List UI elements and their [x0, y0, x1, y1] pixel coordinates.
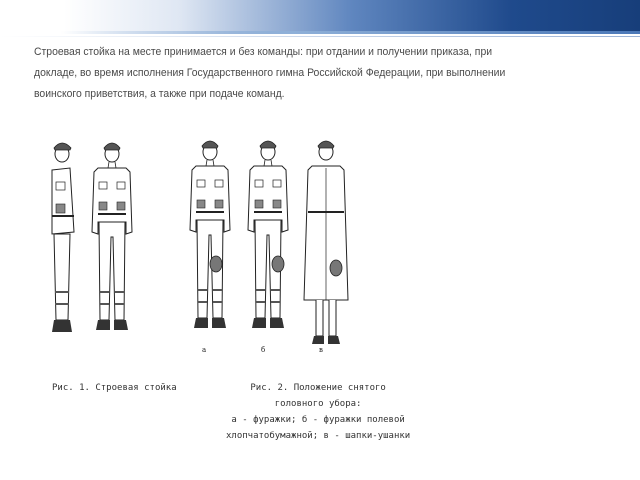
top-banner	[0, 0, 640, 34]
figure-2-caption-line: головного убора:	[274, 399, 362, 409]
banner-accent-line-thin	[0, 36, 640, 37]
soldier-figures-illustration	[40, 136, 360, 364]
soldier-coat-c	[304, 141, 348, 344]
soldier-side-view	[52, 143, 74, 332]
figure-2-caption-line: а - фуражки; б - фуражки полевой	[231, 415, 405, 425]
soldier-front-view	[92, 143, 132, 330]
figure-letter-b: б	[261, 346, 266, 354]
figure-2-caption-line: Рис. 2. Положение снятого	[250, 383, 386, 393]
figure-letter-a: а	[202, 346, 207, 354]
figure-2-caption	[226, 380, 410, 444]
figure-2-caption-line: хлопчатобумажной; в - шапки-ушанки	[226, 431, 411, 441]
figure-1-caption: Рис. 1. Строевая стойка	[52, 383, 177, 393]
soldier-cap-a	[190, 141, 230, 328]
soldier-cap-b	[248, 141, 288, 328]
body-paragraph: Строевая стойка на месте принимается и без команды: при отдании и получении приказа, при докладе, во время исполнения Государственного гимна Российской Федерации, при выполнении воинского приветствия, а также при подаче команд.	[34, 46, 506, 100]
banner-accent-line	[60, 31, 640, 34]
figure-letter-c: в	[319, 346, 323, 354]
